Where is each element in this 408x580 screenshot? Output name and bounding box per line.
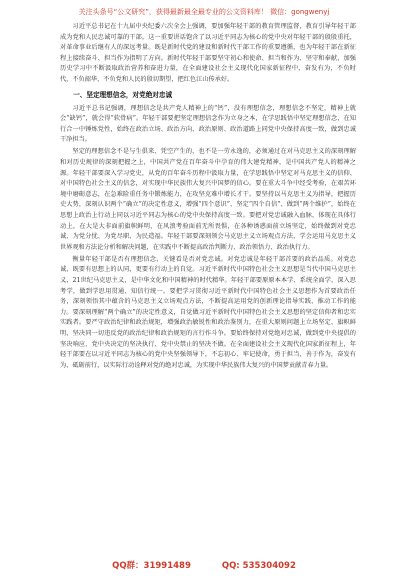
paragraph-3: 坚定的理想信念不是与生俱来、凭空产生的，也不是一劳永逸的，必须通过在对马克思主义的深刻理解和对历史规律的深刻把握之上，中国共产党在百年奋斗中孕育的伟大建党精神，是中国共产党人的精神之源。年轻干部要深入学习党史，从党的百年奋斗历程中汲取力量，在学思践悟中坚定对马克思主义的信仰、对中国特色社会主义的信念，对实现中华民族伟大复兴中国梦的信心。要在重大斗争中经受考验，在艰苦环境中磨砺意志，在急难险重任务中锻炼能力，在攻坚克难中增长才干。要坚持以马克思主义为指导，把握历史大势，深刻认识两个“确立”的决定性意义，增强“四个意识”、坚定“四个自信”、做到“两个维护”，始终在思想上政治上行动上同以习近平同志为核心的党中央保持高度一致。要把对党忠诚融入血脉，体现在具体行动上，在大是大非面前旗帜鲜明，在风浪考验面前无所畏惧，在各种诱惑面前立场坚定，始终做到对党忠诚、为党分忧、为党尽职、为民造福。年轻干部要深刻领会马克思主义立场观点方法，学会运用马克思主义世界观和方法论分析和解决问题，在实践中不断提高政治判断力、政治领悟力、政治执行力。 xyxy=(60,148,356,251)
document-body xyxy=(60,22,356,373)
paragraph-4: 衡量年轻干部是否有理想信念，关键看是否对党忠诚。对党忠诚是年轻干部首要的政治品质。对党忠诚，既要有思想上的认同，更要有行动上的自觉。习近平新时代中国特色社会主义思想是当代中国马克思主义、21世纪马克思主义，是中华文化和中国精神的时代精华。年轻干部要原原本本学、系统全面学、深入思考学，做到学思用贯通、知信行统一。要把学习贯彻习近平新时代中国特色社会主义思想作为首要政治任务，深刻领悟其中蕴含的马克思主义立场观点方法，不断提高运用党的创新理论指导实践、推动工作的能力。要深刻理解“两个确立”的决定性意义，自觉做习近平新时代中国特色社会主义思想的坚定信仰者和忠实实践者。要严守政治纪律和政治规矩，增强政治敏锐性和政治鉴别力，在重大原则问题上立场坚定、旗帜鲜明，坚决同一切违反党的政治纪律和政治规矩的言行作斗争。要始终保持对党绝对忠诚，做到党中央提倡的坚决响应、党中央决定的坚决执行、党中央禁止的坚决不做。在全面建设社会主义现代化国家新征程上，年轻干部要在以习近平同志为核心的党中央坚强领导下，不忘初心、牢记使命，勇于担当、善于作为，奋发有为、砥砺前行，以实际行动诠释对党的绝对忠诚，为实现中华民族伟大复兴的中国梦贡献青春力量。 xyxy=(60,255,356,369)
footer-contacts xyxy=(0,558,408,574)
qq-group-label: QQ群：31991489 xyxy=(112,561,191,571)
top-banner: 关注头条号“公文研究”，获得最新最全最专业的公文资料库！ 微信：gongwenyj xyxy=(78,8,330,16)
qq-number-label: QQ: 535304092 xyxy=(221,561,296,571)
section-heading: 一、坚定理想信念，对党绝对忠诚 xyxy=(73,90,173,99)
paragraph-intro: 习近平总书记在十九届中央纪委六次全会上强调，要加强年轻干部的教育管理监督，教育引导年轻干部成为党和人民忠诚可靠的干部。这一重要讲话饱含了以习近平同志为核心的党中央对年轻干部的殷殷重托，对革命事业后继有人的深远考量。既是新时代党的建设和新时代干部工作的重要遵循，也为年轻干部在新征程上接续奋斗、担当作为指明了方向。新时代年轻干部要坚守初心和使命、担当和作为、坚守和奉献，加强历史学习中不断汲取政治营养和奋进力量，在全面建设社会主义现代化国家新征程中，奋发有为，不负时代，不负韶华，不负党和人民的殷切期望，把红色江山传承好。 xyxy=(60,23,356,83)
paragraph-2: 习近平总书记强调，理想信念是共产党人精神上的“钙”，没有理想信念，理想信念不坚定，精神上就会“缺钙”，就会得“软骨病”。年轻干部要把坚定理想信念作为立身之本，在学思践悟中坚定理想信念，在知行合一中锤炼党性，始终在政治立场、政治方向、政治原则、政治道路上同党中央保持高度一致，做到忠诚干净担当。 xyxy=(60,104,356,144)
